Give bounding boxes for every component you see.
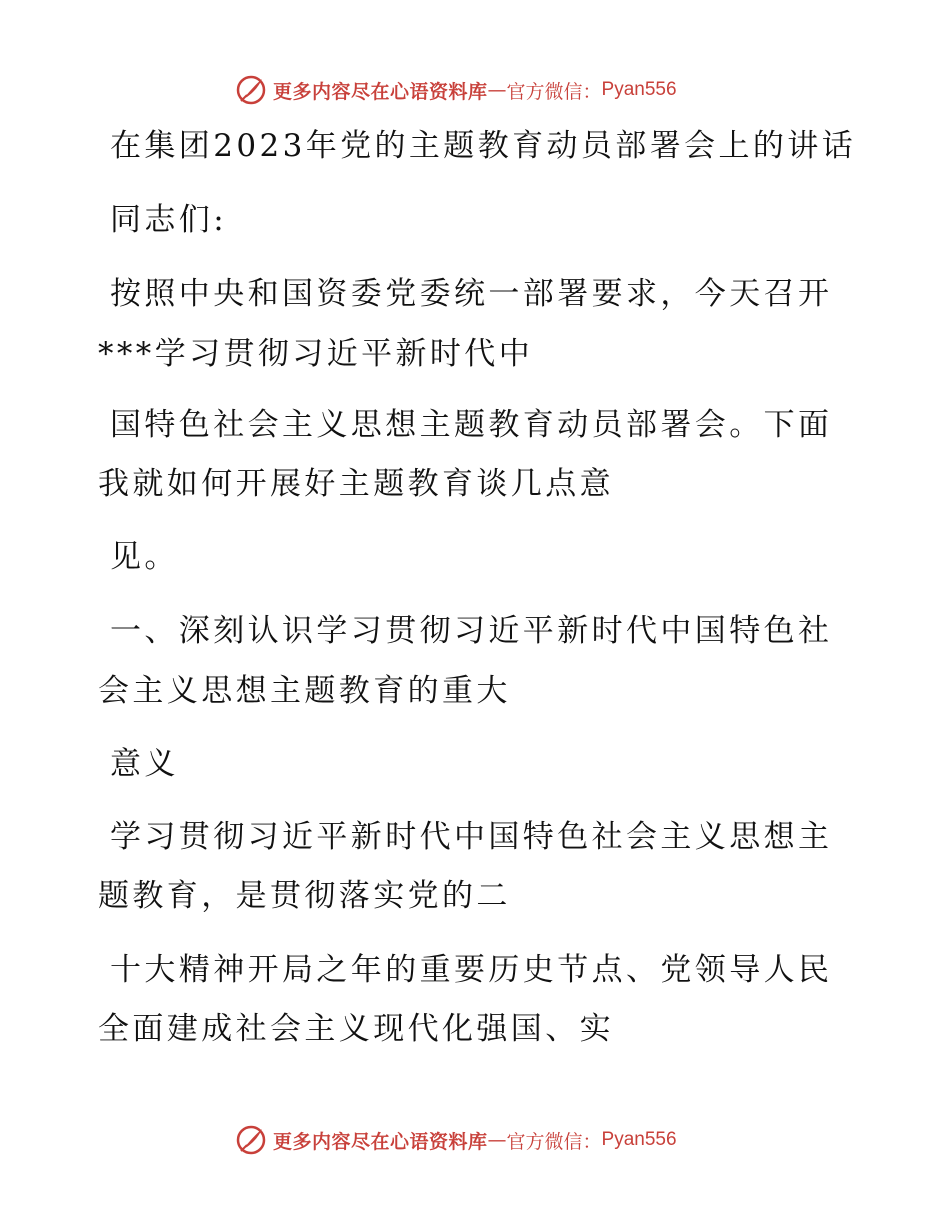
section-heading-line: 意义 (110, 746, 179, 782)
quill-pen-logo-icon (235, 74, 267, 106)
watermark-dash: — (487, 79, 507, 101)
paragraph-line: 国特色社会主义思想主题教育动员部署会。下面 (110, 407, 833, 443)
section-heading-line: 会主义思想主题教育的重大 (98, 673, 511, 709)
watermark-site-name: 更多内容尽在心语资料库 (273, 1130, 488, 1153)
paragraph-line: 见。 (110, 539, 179, 575)
watermark-contact-id: Pyan556 (601, 79, 677, 100)
quill-pen-logo-icon (235, 1124, 267, 1156)
paragraph-line: 十大精神开局之年的重要历史节点、党领导人民 (110, 952, 833, 988)
document-title: 在集团2023年党的主题教育动员部署会上的讲话 (110, 128, 857, 164)
salutation: 同志们: (110, 202, 228, 238)
watermark-banner-bottom (235, 1122, 677, 1158)
paragraph-line: 我就如何开展好主题教育谈几点意 (98, 466, 614, 502)
watermark-contact-label: 官方微信： (506, 80, 602, 103)
paragraph-line: 学习贯彻习近平新时代中国特色社会主义思想主 (110, 819, 833, 855)
paragraph-line: ***学习贯彻习近平新时代中 (98, 336, 534, 372)
watermark-site-name: 更多内容尽在心语资料库 (273, 80, 488, 103)
watermark-contact-id: Pyan556 (601, 1129, 677, 1150)
paragraph-line: 题教育，是贯彻落实党的二 (98, 878, 511, 914)
watermark-banner-top (235, 72, 677, 108)
section-heading-line: 一、深刻认识学习贯彻习近平新时代中国特色社 (110, 613, 833, 649)
paragraph-line: 全面建成社会主义现代化强国、实 (98, 1011, 614, 1047)
paragraph-line: 按照中央和国资委党委统一部署要求，今天召开 (110, 276, 833, 312)
watermark-dash: — (487, 1129, 507, 1151)
watermark-contact-label: 官方微信： (506, 1130, 602, 1153)
